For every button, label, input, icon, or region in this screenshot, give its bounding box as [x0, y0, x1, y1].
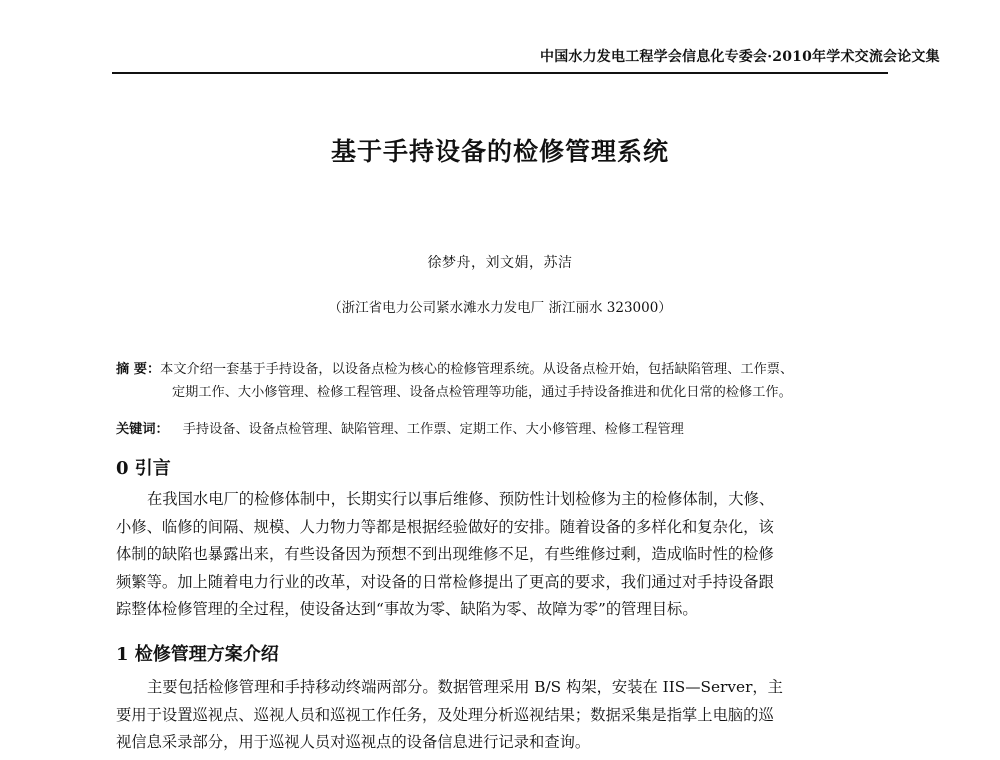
- section-paragraph-scheme: [116, 674, 888, 757]
- abstract: [116, 358, 896, 404]
- paragraph-line: 频繁等。加上随着电力行业的改革，对设备的日常检修提出了更高的要求，我们通过对手持设备跟: [116, 572, 774, 591]
- abstract-text-1: 本文介绍一套基于手持设备，以设备点检为核心的检修管理系统。从设备点检开始，包括缺陷管理、工作票、: [160, 362, 794, 377]
- running-header: 中国水力发电工程学会信息化专委会·2010年学术交流会论文集: [540, 49, 940, 65]
- section-heading-scheme: 1 检修管理方案介绍: [116, 644, 279, 665]
- paragraph-line: 小修、临修的间隔、规模、人力物力等都是根据经验做好的安排。随着设备的多样化和复杂化，该: [116, 517, 774, 536]
- paragraph-line: 体制的缺陷也暴露出来，有些设备因为预想不到出现维修不足，有些维修过剩，造成临时性的检修: [116, 545, 774, 563]
- header-rule: [112, 72, 888, 74]
- keywords-label: 关键词：: [116, 422, 169, 437]
- paragraph-line: 主要包括检修管理和手持移动终端两部分。数据管理采用 B/S 构架，安装在 IIS—Server，主: [147, 678, 783, 696]
- abstract-line-1: [116, 358, 896, 381]
- paper-authors: 徐梦舟，刘文娟，苏洁: [427, 255, 573, 271]
- paragraph-line: 踪整体检修管理的全过程，使设备达到“事故为零、缺陷为零、故障为零”的管理目标。: [116, 600, 698, 618]
- paragraph-line: 在我国水电厂的检修体制中，长期实行以事后维修、预防性计划检修为主的检修体制，大修、: [147, 490, 775, 508]
- paper-title: 基于手持设备的检修管理系统: [330, 137, 669, 166]
- section-paragraph-introduction: [116, 486, 888, 624]
- keywords-text: 手持设备、设备点检管理、缺陷管理、工作票、定期工作、大小修管理、检修工程管理: [182, 422, 684, 437]
- paragraph-line: 视信息采录部分，用于巡视人员对巡视点的设备信息进行记录和查询。: [116, 733, 591, 751]
- abstract-label: 摘 要：: [116, 362, 161, 377]
- paragraph-line: 要用于设置巡视点、巡视人员和巡视工作任务，及处理分析巡视结果；数据采集是指掌上电脑的巡: [116, 705, 774, 724]
- keywords: [116, 418, 896, 437]
- section-heading-introduction: 0 引言: [116, 458, 171, 479]
- paper-affiliation: （浙江省电力公司紧水滩水力发电厂 浙江丽水 323000）: [328, 300, 672, 316]
- abstract-text-2: 定期工作、大小修管理、检修工程管理、设备点检管理等功能，通过手持设备推进和优化日常的检修工作。: [172, 385, 792, 400]
